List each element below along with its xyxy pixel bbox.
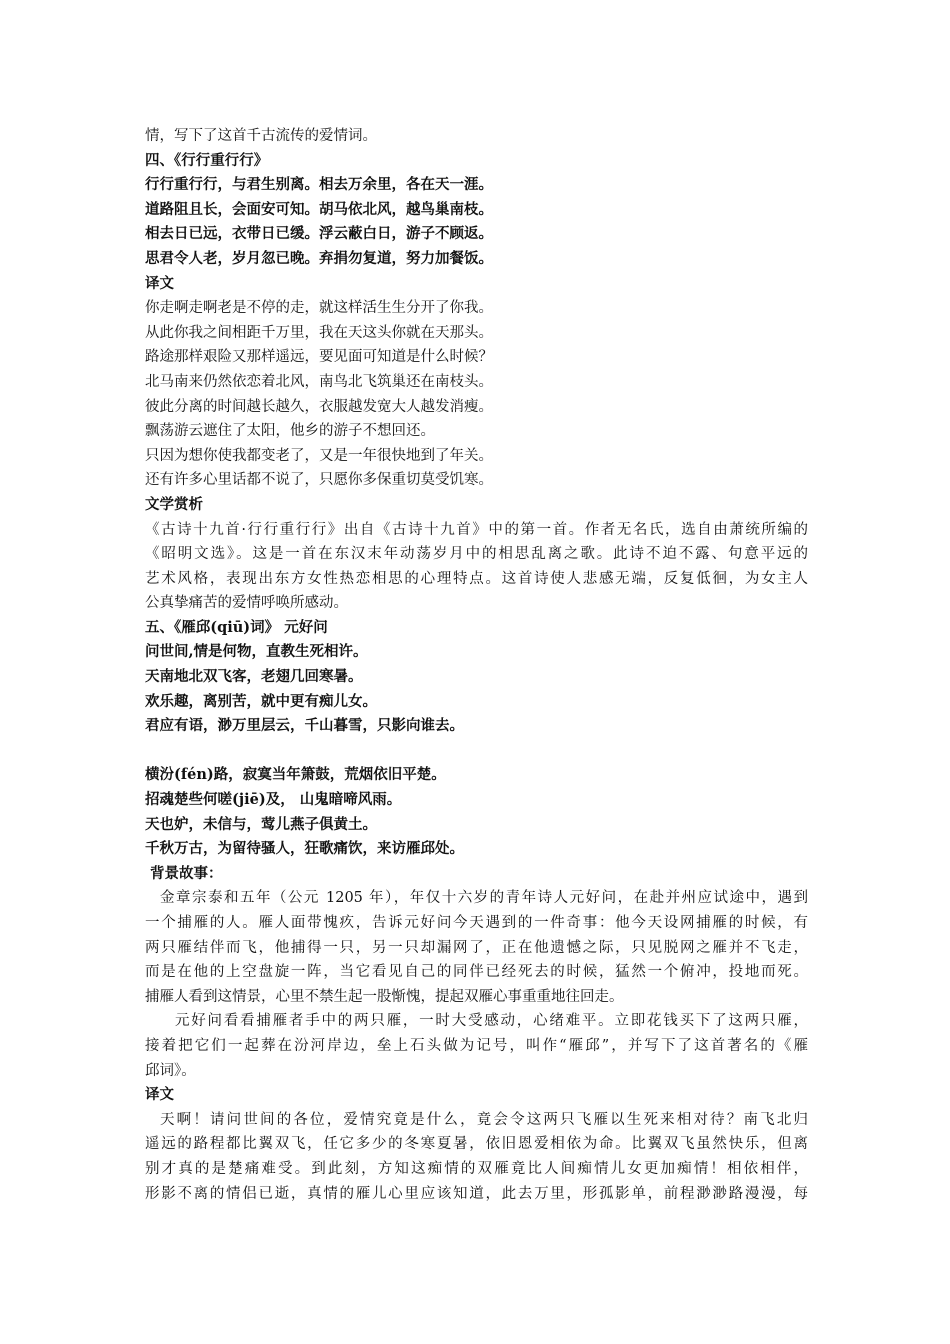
translation-line: 还有许多心里话都不说了，只愿你多保重切莫受饥寒。 (145, 472, 493, 489)
poem-line: 相去日已远，衣带日已缓。浮云蔽白日，游子不顾返。 (145, 225, 493, 243)
translation-line: 从此你我之间相距千万里，我在天这头你就在天那头。 (145, 324, 493, 341)
poem-line: 君应有语，渺万里层云，千山暮雪，只影向谁去。 (145, 717, 464, 735)
translation-line: 彼此分离的时间越长越久，衣服越发宽大人越发消瘦。 (145, 398, 493, 415)
poem-line: 道路阻且长，会面安可知。胡马依北风，越鸟巢南枝。 (145, 200, 493, 218)
translation-line: 只因为想你使我都变老了，又是一年很快地到了年关。 (145, 447, 493, 464)
poem-line: 问世间,情是何物，直教生死相许。 (145, 643, 368, 661)
appreciation-line: 《昭明文选》。这是一首在东汉末年动荡岁月中的相思乱离之歌。此诗不迫不露、句意平远的 (145, 546, 808, 563)
intro-tail-line: 情，写下了这首千古流传的爱情词。 (145, 128, 377, 144)
section4-heading: 四、《行行重行行》 (145, 151, 269, 169)
section5-heading: 五、《雁邱(qiū)词》 元好问 (145, 618, 328, 636)
poem-line: 天南地北双飞客，老翅几回寒暑。 (145, 668, 363, 686)
poem-line: 欢乐趣，离别苦，就中更有痴儿女。 (145, 692, 377, 710)
poem-line: 横汾(fén)路，寂寞当年箫鼓，荒烟依旧平楚。 (145, 766, 446, 784)
translation-line: 飘荡游云遮住了太阳，他乡的游子不想回还。 (145, 423, 435, 440)
translation-line: 你走啊走啊老是不停的走，就这样活生生分开了你我。 (145, 300, 493, 317)
story-line: 而是在他的上空盘旋一阵，当它看见自己的同伴已经死去的时候，猛然一个俯冲，投地而死。 (145, 964, 808, 981)
story-line: 邱词》。 (145, 1062, 196, 1079)
appreciation-heading: 文学赏析 (145, 495, 203, 513)
stanza-gap (145, 739, 808, 764)
document-page (145, 124, 808, 1206)
appreciation-line: 艺术风格，表现出东方女性热恋相思的心理特点。这首诗使人悲感无端，反复低徊，为女主人 (145, 570, 808, 587)
poem-line: 行行重行行，与君生别离。相去万余里，各在天一涯。 (145, 176, 493, 194)
poem-line: 天也妒，未信与，莺儿燕子俱黄土。 (145, 815, 377, 833)
appreciation-line: 公真挚痛苦的爱情呼唤所感动。 (145, 595, 348, 612)
translation-line: 路途那样艰险又那样遥远，要见面可知道是什么时候？ (145, 349, 493, 366)
poem-line: 思君令人老，岁月忽已晚。弃捐勿复道，努力加餐饭。 (145, 249, 493, 267)
translation-line: 天啊！请问世间的各位，爱情究竟是什么，竟会令这两只飞雁以生死来相对待？南飞北归 (160, 1111, 808, 1128)
story-line: 金章宗泰和五年（公元 1205 年），年仅十六岁的青年诗人元好问，在赴并州应试途中，遇到 (160, 890, 808, 907)
appreciation-line: 《古诗十九首·行行重行行》出自《古诗十九首》中的第一首。作者无名氏，选自由萧统所编的 (145, 521, 808, 538)
translation-heading: 译文 (145, 274, 174, 292)
translation-line: 北马南来仍然依恋着北风，南鸟北飞筑巢还在南枝头。 (145, 373, 493, 390)
story-line: 两只雁结伴而飞，他捕得一只，另一只却漏网了，正在他遗憾之际，只见脱网之雁并不飞走， (145, 939, 808, 956)
translation-line: 遥远的路程都比翼双飞，任它多少的冬寒夏暑，依旧恩爱相依为命。比翼双飞虽然快乐，但离 (145, 1136, 808, 1153)
story-line: 接着把它们一起葬在汾河岸边，垒上石头做为记号，叫作“雁邱”，并写下了这首著名的《雁 (145, 1037, 808, 1054)
translation-line: 形影不离的情侣已逝，真情的雁儿心里应该知道，此去万里，形孤影单，前程渺渺路漫漫，每 (145, 1185, 808, 1202)
translation-heading: 译文 (145, 1086, 174, 1104)
story-line: 元好问看看捕雁者手中的两只雁，一时大受感动，心绪难平。立即花钱买下了这两只雁， (175, 1013, 808, 1030)
poem-line: 千秋万古，为留待骚人，狂歌痛饮，来访雁邱处。 (145, 840, 464, 858)
story-heading: 背景故事： (145, 864, 223, 882)
story-line: 捕雁人看到这情景，心里不禁生起一股惭愧，提起双雁心事重重地往回走。 (145, 988, 624, 1005)
poem-line: 招魂楚些何嗟(jiē)及， 山鬼暗啼风雨。 (145, 791, 402, 809)
story-line: 一个捕雁的人。雁人面带愧疚，告诉元好问今天遇到的一件奇事：他今天设网捕雁的时候，有 (145, 915, 808, 931)
translation-line: 别才真的是楚痛难受。到此刻，方知这痴情的双雁竟比人间痴情儿女更加痴情！相依相伴， (145, 1160, 808, 1177)
